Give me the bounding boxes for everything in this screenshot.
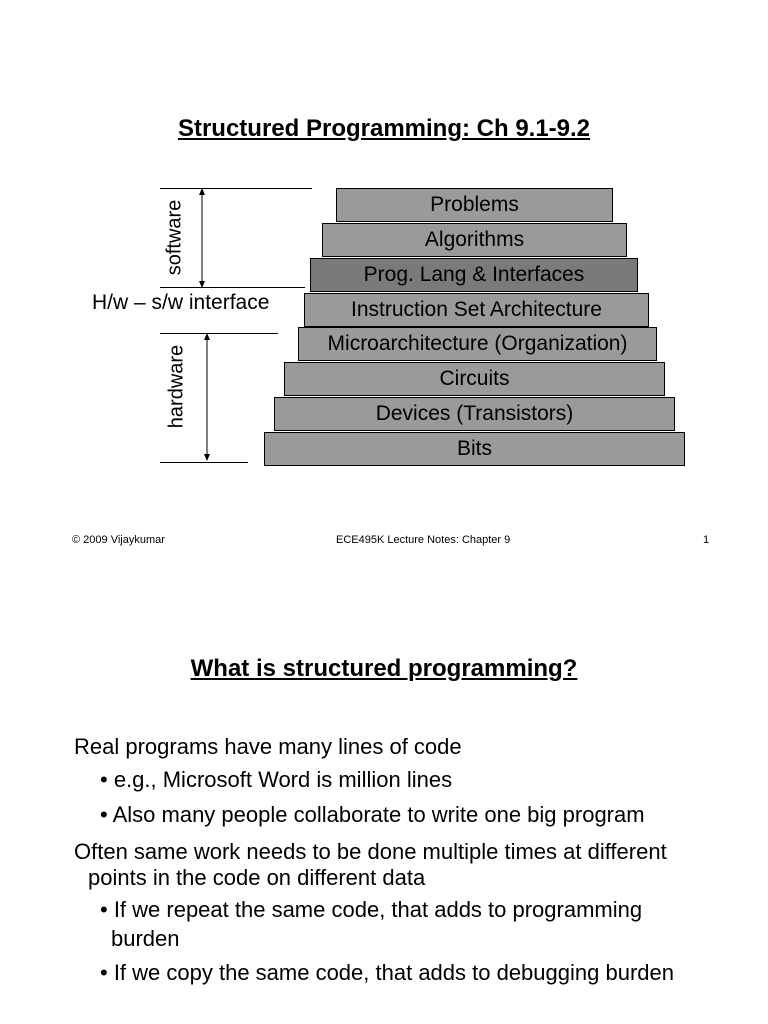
footer-page-number: 1 — [703, 534, 710, 546]
bullet-item: • Also many people collaborate to write one big program — [100, 802, 645, 827]
software-label: software — [163, 199, 186, 276]
slide1-title: Structured Programming: Ch 9.1-9.2 — [177, 115, 591, 142]
hardware-arrow-icon — [195, 331, 219, 465]
layer-prog-lang: Prog. Lang & Interfaces — [310, 258, 638, 292]
layer-microarchitecture: Microarchitecture (Organization) — [298, 327, 657, 361]
text-line: Real programs have many lines of code — [74, 734, 462, 759]
layer-problems: Problems — [336, 188, 613, 222]
footer-copyright: © 2009 Vijaykumar — [72, 534, 165, 546]
footer-course: ECE495K Lecture Notes: Chapter 9 — [336, 534, 511, 546]
layer-bits: Bits — [264, 432, 685, 466]
layer-circuits: Circuits — [284, 362, 665, 396]
bullet-item: • e.g., Microsoft Word is million lines — [100, 767, 453, 792]
interface-lower-line — [160, 333, 278, 334]
bullet-item-continued: burden — [111, 926, 180, 951]
bullet-item: • If we copy the same code, that adds to debugging burden — [100, 960, 674, 985]
bullet-item: • If we repeat the same code, that adds to programming — [100, 897, 643, 922]
text-line-continued: points in the code on different data — [88, 865, 426, 890]
layer-isa: Instruction Set Architecture — [304, 293, 649, 327]
layer-algorithms: Algorithms — [322, 223, 627, 257]
text-line: Often same work needs to be done multiple times at different — [74, 839, 667, 864]
layer-devices: Devices (Transistors) — [274, 397, 675, 431]
hardware-label: hardware — [165, 344, 188, 429]
software-arrow-icon — [190, 186, 214, 292]
slide2-title: What is structured programming? — [190, 655, 578, 682]
interface-label: H/w – s/w interface — [92, 291, 270, 314]
